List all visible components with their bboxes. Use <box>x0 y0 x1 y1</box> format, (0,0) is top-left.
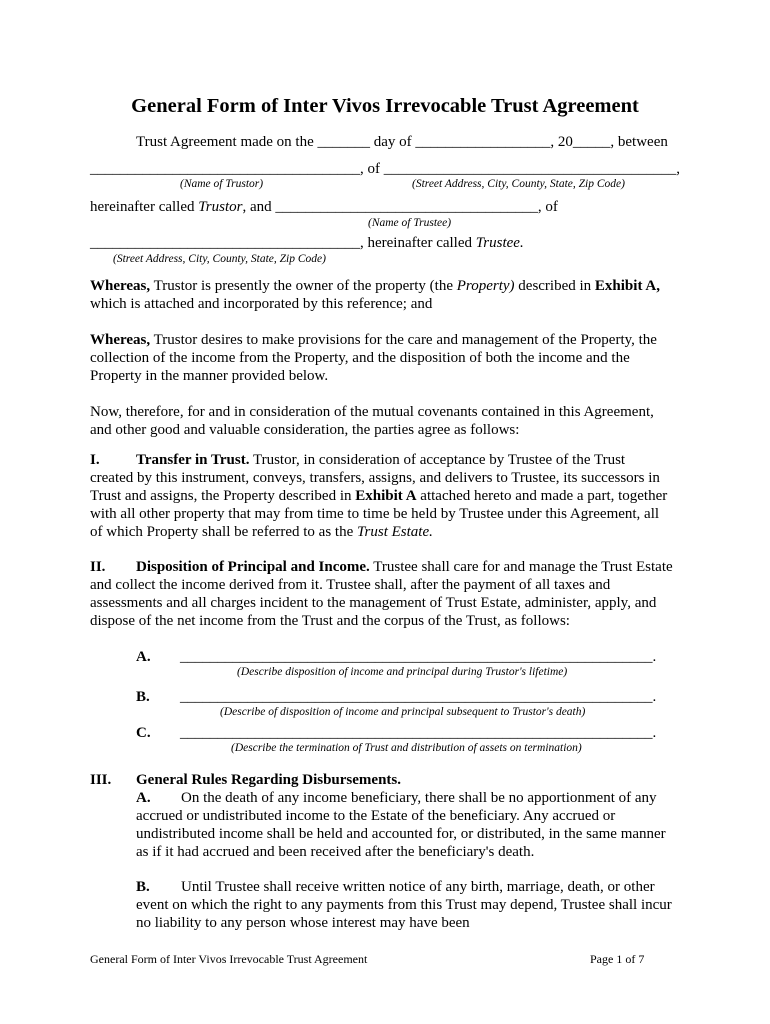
whereas-2-line-2: collection of the income from the Property, and the disposition of both the income and the <box>90 350 630 366</box>
item-b-caption: (Describe of disposition of income and principal subsequent to Trustor's death) <box>220 706 586 718</box>
section-3-heading <box>136 771 401 789</box>
text-run: Trustor desires to make provisions for the care and management of the Property, the <box>150 332 657 348</box>
section-number: I. <box>90 452 100 468</box>
section-1-line-2: created by this instrument, conveys, transfers, assigns, and delivers to Trustee, its successors in <box>90 470 660 486</box>
footer-document-title: General Form of Inter Vivos Irrevocable Trust Agreement <box>90 952 368 966</box>
whereas-keyword: Whereas, <box>90 332 151 348</box>
trustor-address-blank: _______________________________________, <box>383 161 680 177</box>
section-2-line-1 <box>136 558 673 576</box>
whereas-keyword: Whereas, <box>90 278 151 294</box>
section-1-line-1 <box>136 451 625 469</box>
section-1-number <box>90 451 100 469</box>
section-3a-line-1: On the death of any income beneficiary, there shall be no apportionment of any <box>181 790 657 806</box>
section-2-line-2: and collect the income derived from it. Trustee shall, after the payment of all taxes and <box>90 577 611 593</box>
item-b-label <box>136 688 150 706</box>
caption-trustee-address: (Street Address, City, County, State, Zip Code) <box>113 253 326 265</box>
section-3a-line-2: accrued or undistributed income to the Estate of the beneficiary. Any accrued or <box>136 808 616 824</box>
document-title: General Form of Inter Vivos Irrevocable Trust Agreement <box>131 95 639 117</box>
footer-page-number: Page 1 of 7 <box>590 952 645 966</box>
item-a-blank: _______________________________________________________________. <box>180 649 657 665</box>
trust-estate-term: Trust Estate. <box>357 524 433 540</box>
section-3a-label <box>136 789 151 807</box>
section-number: III. <box>90 772 112 788</box>
caption-name-of-trustee: (Name of Trustee) <box>368 217 452 229</box>
exhibit-a-ref: Exhibit A <box>355 488 417 504</box>
now-therefore-line-1: Now, therefore, for and in consideration of the mutual covenants contained in this Agreement, <box>90 404 654 420</box>
item-c-blank: _______________________________________________________________. <box>180 725 657 741</box>
caption-trustor-address: (Street Address, City, County, State, Zip Code) <box>412 178 625 190</box>
section-2-line-4: dispose of the net income from the Trust and the corpus of the Trust, as follows: <box>90 613 570 629</box>
section-3b-line-3: no liability to any person whose interest may have been <box>136 915 470 931</box>
trustee-name-blank: , and ___________________________________, of <box>242 199 558 215</box>
section-heading: General Rules Regarding Disbursements. <box>136 772 401 788</box>
item-label: B. <box>136 689 150 705</box>
text-run: described in <box>514 278 595 294</box>
section-3a-line-3: undistributed income shall be held and accounted for, or distributed, in the same manner <box>136 826 666 842</box>
item-label: A. <box>136 649 151 665</box>
section-number: II. <box>90 559 106 575</box>
trustor-line <box>90 160 680 178</box>
text-run: of which Property shall be referred to as the <box>90 524 357 540</box>
section-3-number <box>90 771 111 789</box>
section-3b-line-1: Until Trustee shall receive written notice of any birth, marriage, death, or other <box>181 879 655 895</box>
section-heading: Disposition of Principal and Income. <box>136 559 370 575</box>
text-run: attached hereto and made a part, together <box>416 488 668 504</box>
text-run: hereinafter called <box>90 199 199 215</box>
section-1-line-3 <box>90 487 667 505</box>
property-term: Property) <box>456 278 515 294</box>
item-c-label <box>136 724 151 742</box>
section-1-line-4: with all other property that may from time to time be held by Trustee under this Agreement, all <box>90 506 660 522</box>
whereas-2-line-1 <box>90 331 657 349</box>
caption-name-of-trustor: (Name of Trustor) <box>180 178 264 190</box>
section-2-number <box>90 558 105 576</box>
trustee-line <box>90 198 558 216</box>
item-label: A. <box>136 790 151 806</box>
item-c-caption: (Describe the termination of Trust and distribution of assets on termination) <box>231 742 582 754</box>
text-run: Trustor is presently the owner of the property (the <box>150 278 457 294</box>
item-label: C. <box>136 725 151 741</box>
exhibit-a-ref: Exhibit A, <box>594 278 660 294</box>
item-label: B. <box>136 879 150 895</box>
text-run: Trust and assigns, the Property described in <box>90 488 356 504</box>
section-heading: Transfer in Trust. <box>136 452 250 468</box>
item-b-blank: _______________________________________________________________. <box>180 689 657 705</box>
section-3a-line-4: as if it had accrued and been received after the beneficiary's death. <box>136 844 535 860</box>
section-2-line-3: assessments and all charges incident to the management of Trust Estate, administer, apply, and <box>90 595 657 611</box>
text-run: Trustor, in consideration of acceptance by Trustee of the Trust <box>249 452 626 468</box>
trustor-term: Trustor <box>198 199 243 215</box>
item-a-label <box>136 648 151 666</box>
text-run: Trustee shall care for and manage the Trust Estate <box>369 559 673 575</box>
agreement-date-line: Trust Agreement made on the _______ day of __________________, 20_____, between <box>136 134 668 150</box>
section-3b-label <box>136 878 150 896</box>
trustee-term: Trustee. <box>475 235 524 251</box>
now-therefore-line-2: and other good and valuable consideration, the parties agree as follows: <box>90 422 520 438</box>
trustee-address-line <box>90 234 524 252</box>
section-3b-line-2: event on which the right to any payments from this Trust may depend, Trustee shall incur <box>136 897 672 913</box>
trustor-name-blank: ____________________________________, of <box>90 161 384 177</box>
item-a-caption: (Describe disposition of income and principal during Trustor's lifetime) <box>237 666 568 678</box>
whereas-1-line-2: which is attached and incorporated by this reference; and <box>90 296 433 312</box>
section-1-line-5 <box>90 523 433 541</box>
trustee-address-blank: ____________________________________, hereinafter called <box>90 235 476 251</box>
whereas-1-line-1 <box>90 277 660 295</box>
whereas-2-line-3: Property in the manner provided below. <box>90 368 329 384</box>
